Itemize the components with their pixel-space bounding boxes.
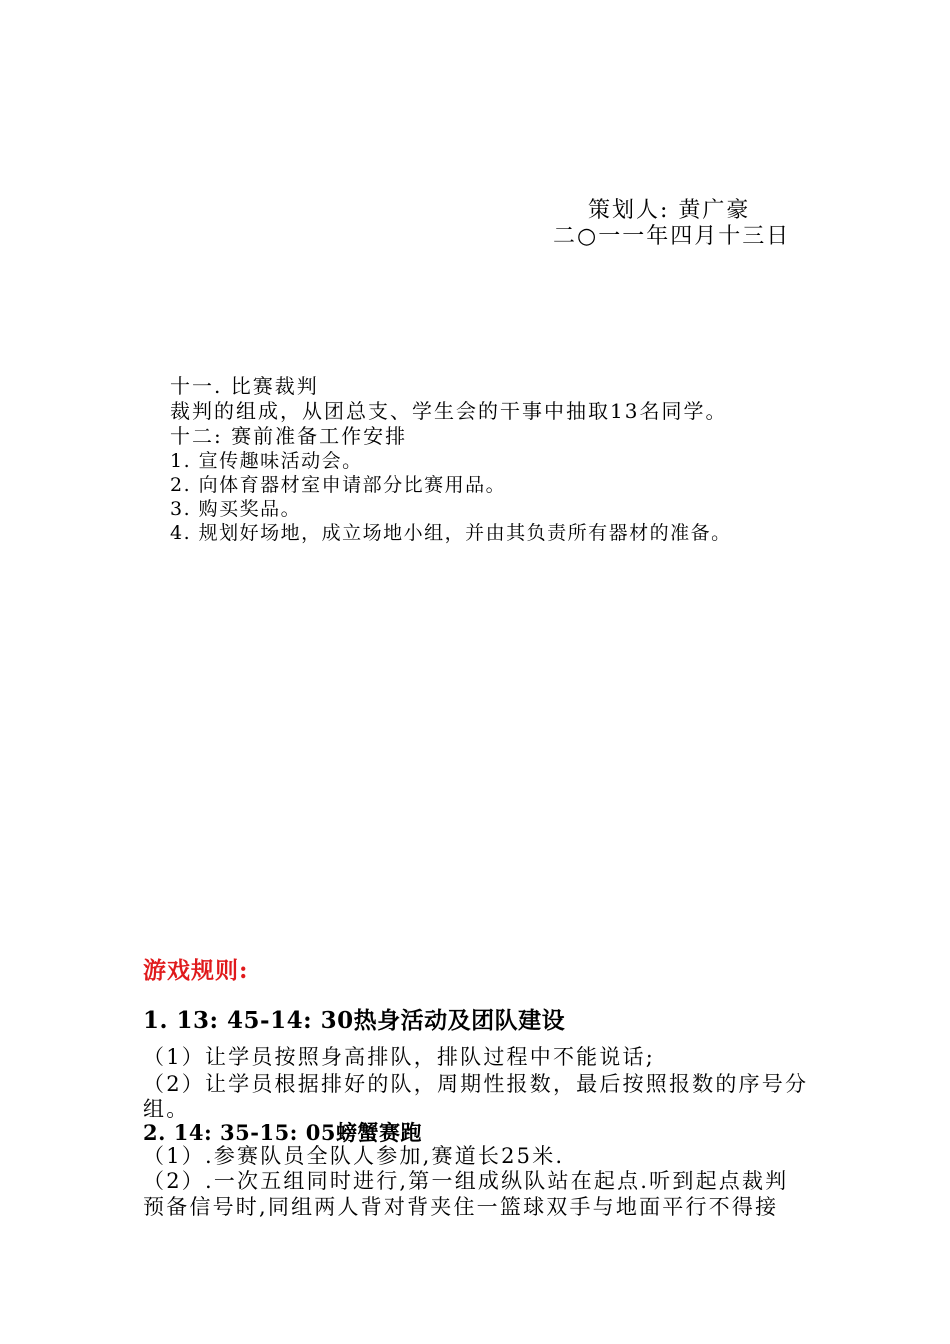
game-2-line-2: （2）.一次五组同时进行,第一组成纵队站在起点.听到起点裁判 (143, 1169, 789, 1193)
game-1-line-2: （2）让学员根据排好的队，周期性报数，最后按照报数的序号分 (143, 1072, 809, 1096)
signature-date: 二○一一年四月十三日 (553, 224, 791, 249)
game-1-line-3: 组。 (143, 1097, 190, 1121)
rules-title: 游戏规则: (143, 957, 249, 984)
prep-item-3: 3. 购买奖品。 (170, 498, 302, 520)
game-1-line-1: （1）让学员按照身高排队，排队过程中不能说话; (143, 1045, 656, 1069)
game-1-heading: 1. 13: 45-14: 30热身活动及团队建设 (143, 1007, 566, 1034)
prep-item-4: 4. 规划好场地，成立场地小组，并由其负责所有器材的准备。 (170, 522, 732, 544)
section-11-body: 裁判的组成，从团总支、学生会的干事中抽取13名同学。 (170, 399, 728, 423)
section-12-heading: 十二: 赛前准备工作安排 (170, 424, 408, 448)
game-2-line-3: 预备信号时,同组两人背对背夹住一篮球双手与地面平行不得接 (143, 1195, 779, 1219)
prep-item-2: 2. 向体育器材室申请部分比赛用品。 (170, 474, 507, 496)
prep-item-1: 1. 宣传趣味活动会。 (170, 450, 363, 472)
planner-signature: 策划人: 黄广豪 (588, 198, 751, 223)
section-11-heading: 十一. 比赛裁判 (170, 374, 319, 398)
game-2-line-1: （1）.参赛队员全队人参加,赛道长25米. (143, 1144, 565, 1168)
game-2-heading: 2. 14: 35-15: 05螃蟹赛跑 (143, 1120, 422, 1145)
